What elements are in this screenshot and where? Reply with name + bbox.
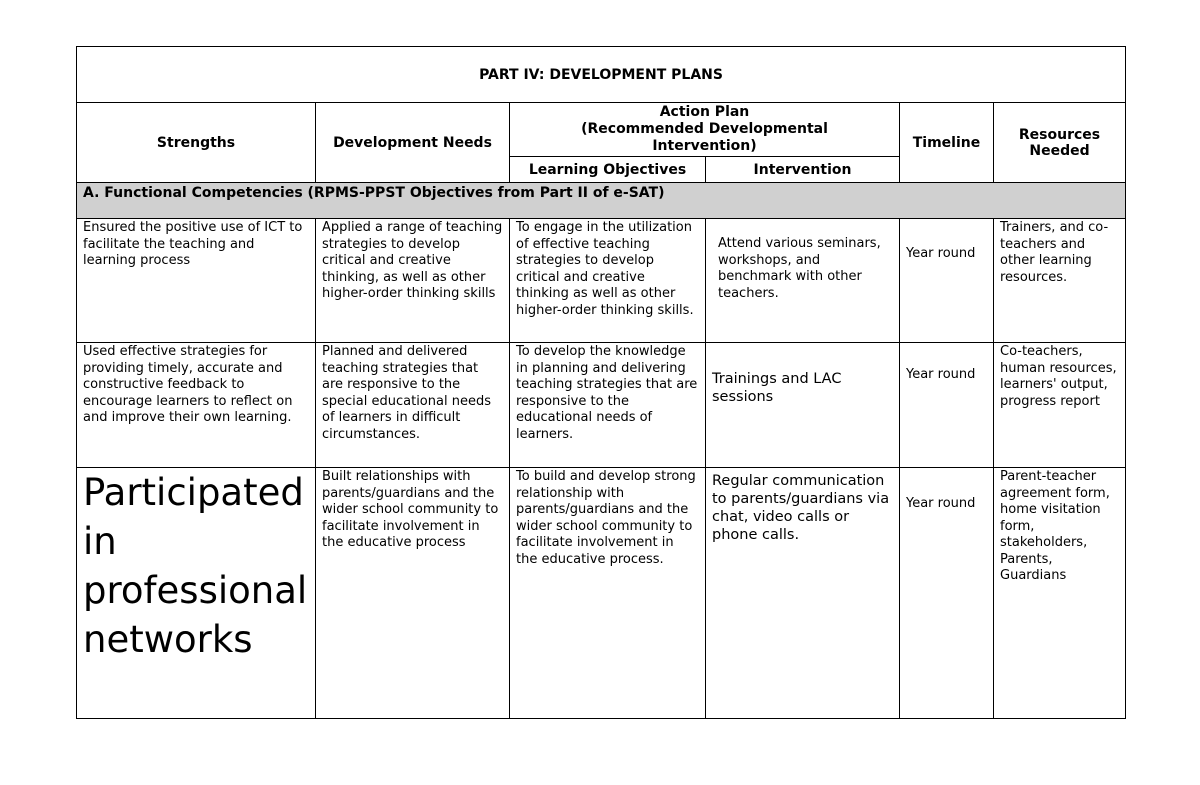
table-row <box>77 219 1126 343</box>
learning-objective-cell: To engage in the utilization of effective teaching strategies to develop critical and creative thinking as well as other higher-order thinking skills. <box>510 219 706 343</box>
development-plan-table <box>76 46 1126 719</box>
header-development-needs: Development Needs <box>316 103 510 183</box>
header-action-plan-line1: Action Plan <box>659 104 750 120</box>
resources-cell: Parent-teacher agreement form, home visitation form, stakeholders, Parents, Guardians <box>994 468 1126 719</box>
strength-cell: Used effective strategies for providing timely, accurate and constructive feedback to encourage learners to reflect on and improve their own learning. <box>77 343 316 468</box>
header-learning-objectives: Learning Objectives <box>510 157 706 183</box>
learning-objective-cell: To build and develop strong relationship with parents/guardians and the wider school community to facilitate involvement in the educative process. <box>510 468 706 719</box>
intervention-cell: Regular communication to parents/guardians via chat, video calls or phone calls. <box>706 468 900 719</box>
section-heading: A. Functional Competencies (RPMS-PPST Objectives from Part II of e-SAT) <box>77 183 1126 219</box>
learning-objective-cell: To develop the knowledge in planning and delivering teaching strategies that are responsive to the educational needs of learners. <box>510 343 706 468</box>
table-row <box>77 468 1126 719</box>
development-need-cell: Applied a range of teaching strategies to develop critical and creative thinking, as well as other higher-order thinking skills <box>316 219 510 343</box>
header-action-plan-line2: (Recommended Developmental <box>581 121 828 137</box>
resources-cell: Trainers, and co-teachers and other learning resources. <box>994 219 1126 343</box>
header-timeline: Timeline <box>900 103 994 183</box>
header-action-plan-line3: Intervention) <box>652 138 757 154</box>
strength-cell: Participated in professional networks <box>77 468 316 719</box>
intervention-cell: Attend various seminars, workshops, and benchmark with other teachers. <box>706 219 900 343</box>
timeline-cell: Year round <box>900 343 994 468</box>
timeline-cell: Year round <box>900 219 994 343</box>
header-strengths: Strengths <box>77 103 316 183</box>
table-row <box>77 343 1126 468</box>
header-resources-line1: Resources <box>1018 126 1101 143</box>
resources-cell: Co-teachers, human resources, learners' output, progress report <box>994 343 1126 468</box>
intervention-cell: Trainings and LAC sessions <box>706 343 900 468</box>
header-resources-line2: Needed <box>1029 142 1090 159</box>
strength-cell: Ensured the positive use of ICT to facilitate the teaching and learning process <box>77 219 316 343</box>
development-need-cell: Built relationships with parents/guardians and the wider school community to facilitate involvement in the educative process <box>316 468 510 719</box>
header-resources <box>994 103 1126 183</box>
page-title: PART IV: DEVELOPMENT PLANS <box>77 47 1126 103</box>
header-intervention: Intervention <box>706 157 900 183</box>
header-action-plan <box>510 103 900 157</box>
timeline-cell: Year round <box>900 468 994 719</box>
development-need-cell: Planned and delivered teaching strategies that are responsive to the special educational needs of learners in difficult circumstances. <box>316 343 510 468</box>
